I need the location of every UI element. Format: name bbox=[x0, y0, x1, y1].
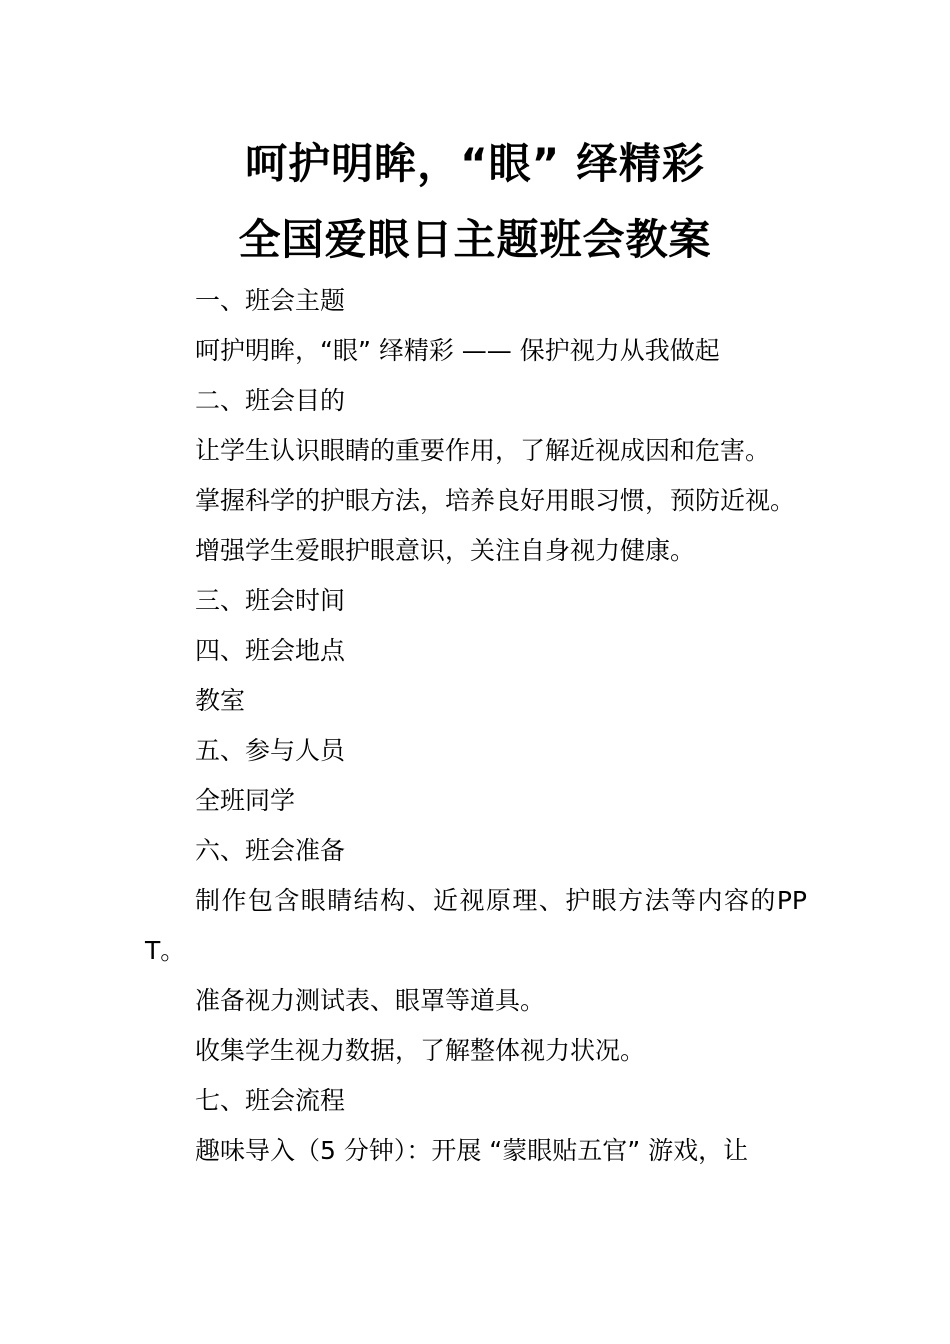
paragraph-goal-1: 让学生认识眼睛的重要作用，了解近视成因和危害。 bbox=[195, 436, 771, 465]
paragraph-theme: 呵护明眸，“眼” 绎精彩 —— 保护视力从我做起 bbox=[195, 336, 720, 365]
paragraph-goal-2: 掌握科学的护眼方法，培养良好用眼习惯，预防近视。 bbox=[195, 486, 796, 515]
paragraph-procedure-1: 趣味导入（5 分钟）：开展 “蒙眼贴五官” 游戏，让 bbox=[195, 1136, 749, 1165]
paragraph-location: 教室 bbox=[195, 686, 246, 715]
paragraph-goal-3: 增强学生爱眼护眼意识，关注自身视力健康。 bbox=[195, 536, 696, 565]
heading-preparation: 六、班会准备 bbox=[195, 836, 346, 865]
heading-class-goals: 二、班会目的 bbox=[195, 386, 346, 415]
paragraph-preparation-2: 准备视力测试表、眼罩等道具。 bbox=[195, 986, 546, 1015]
heading-participants: 五、参与人员 bbox=[195, 736, 346, 765]
paragraph-participants: 全班同学 bbox=[195, 786, 296, 815]
paragraph-preparation-1: 制作包含眼睛结构、近视原理、护眼方法等内容的PPT。 bbox=[145, 886, 807, 965]
document-title-line-1: 呵护明眸，“眼” 绎精彩 bbox=[245, 139, 705, 188]
paragraph-preparation-3: 收集学生视力数据，了解整体视力状况。 bbox=[195, 1036, 646, 1065]
heading-class-theme: 一、班会主题 bbox=[195, 286, 346, 315]
heading-class-procedure: 七、班会流程 bbox=[195, 1086, 346, 1115]
document-body bbox=[145, 276, 807, 1176]
heading-class-location: 四、班会地点 bbox=[195, 636, 346, 665]
heading-class-time: 三、班会时间 bbox=[195, 586, 346, 615]
document-title-line-2: 全国爱眼日主题班会教案 bbox=[238, 215, 712, 264]
